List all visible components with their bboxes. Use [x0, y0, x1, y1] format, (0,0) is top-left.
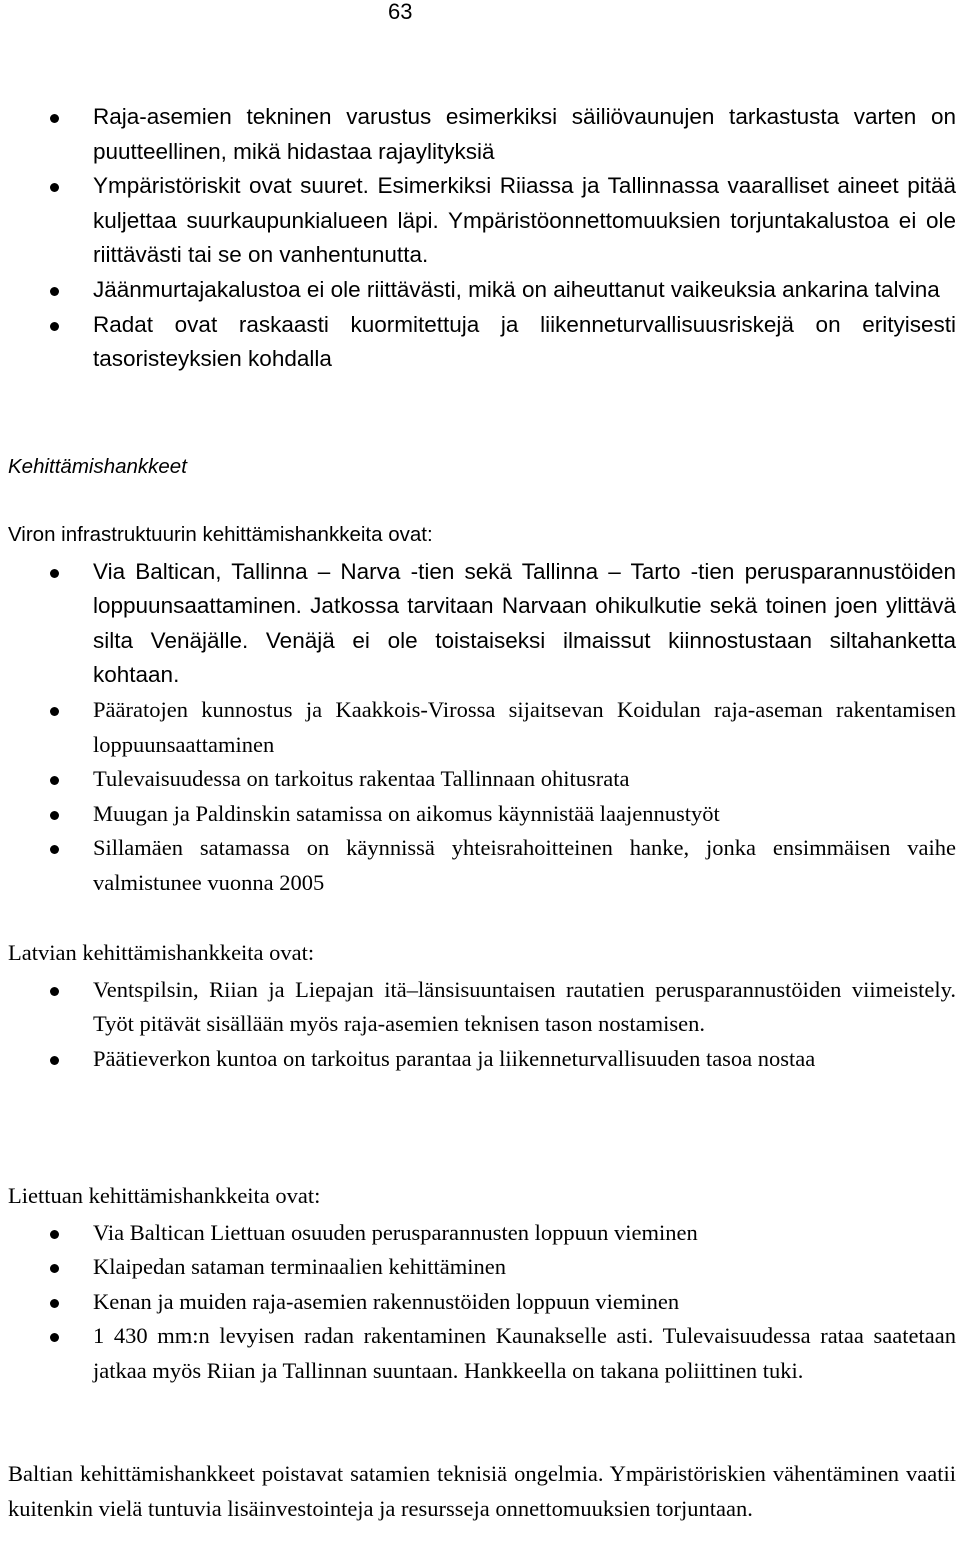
latvia-heading: Latvian kehittämishankkeita ovat: [8, 940, 315, 965]
page-number: 63 [388, 0, 413, 24]
bullet-icon [50, 987, 59, 996]
list-item: Jäänmurtajakalustoa ei ole riittävästi, mikä on aiheuttanut vaikeuksia ankarina talvina [8, 273, 956, 308]
bullet-icon [50, 183, 59, 192]
list-item: Pääratojen kunnostus ja Kaakkois-Virossa sijaitsevan Koidulan raja-aseman rakentamisen loppuunsaattaminen [8, 693, 956, 762]
list-item: Kenan ja muiden raja-asemien rakennustöiden loppuun vieminen [8, 1285, 956, 1320]
bullet-icon [50, 1299, 59, 1308]
bullet-icon [50, 569, 59, 578]
estonia-heading: Viron infrastruktuurin kehittämishankkeita ovat: [8, 523, 433, 546]
closing-paragraph: Baltian kehittämishankkeet poistavat satamien teknisiä ongelmia. Ympäristöriskien vähentäminen vaatii kuitenkin vielä tuntuvia lisäinvestointeja ja resursseja onnettomuuksien torjuntaan. [8, 1461, 956, 1521]
list-item: Päätieverkon kuntoa on tarkoitus parantaa ja liikenneturvallisuuden tasoa nostaa [8, 1042, 956, 1077]
list-item: Ympäristöriskit ovat suuret. Esimerkiksi Riiassa ja Tallinnassa vaaralliset aineet pitää kuljettaa suurkaupunkialueen läpi. Ympäristöonnettomuuksien torjuntakalustoa ei ole riittävästi tai se on vanhentunutta. [8, 169, 956, 273]
bullet-icon [50, 1333, 59, 1342]
list-item: 1 430 mm:n levyisen radan rakentaminen Kaunakselle asti. Tulevaisuudessa rataa saatetaan jatkaa myös Riian ja Tallinnan suuntaan. Hankkeella on takana poliittinen tuki. [8, 1319, 956, 1388]
section-heading: Kehittämishankkeet [8, 455, 187, 478]
bullet-icon [50, 1264, 59, 1273]
bullet-icon [50, 1056, 59, 1065]
bullet-icon [50, 287, 59, 296]
bullet-icon [50, 811, 59, 820]
list-item: Radat ovat raskaasti kuormitettuja ja liikenneturvallisuusriskejä on erityisesti tasoristeyksien kohdalla [8, 308, 956, 377]
list-item: Via Baltican, Tallinna – Narva -tien sekä Tallinna – Tarto -tien perusparannustöiden loppuunsaattaminen. Jatkossa tarvitaan Narvaan ohikulkutie sekä toinen joen ylittävä silta Venäjälle. Venäjä ei ole toistaiseksi ilmaissut kiinnostustaan siltahanketta kohtaan. [8, 555, 956, 693]
list-item: Tulevaisuudessa on tarkoitus rakentaa Tallinnaan ohitusrata [8, 762, 956, 797]
bullet-icon [50, 114, 59, 123]
latvia-section [8, 936, 956, 1076]
list-item: Raja-asemien tekninen varustus esimerkiksi säiliövaunujen tarkastusta varten on puutteellinen, mikä hidastaa rajaylityksiä [8, 100, 956, 169]
bullet-icon [50, 845, 59, 854]
list-item: Muugan ja Paldinskin satamissa on aikomus käynnistää laajennustyöt [8, 797, 956, 832]
bullet-icon [50, 776, 59, 785]
bullet-icon [50, 1230, 59, 1239]
intro-bullet-list [8, 100, 956, 377]
lithuania-section [8, 1179, 956, 1389]
list-item: Sillamäen satamassa on käynnissä yhteisrahoitteinen hanke, jonka ensimmäisen vaihe valmistunee vuonna 2005 [8, 831, 956, 900]
list-item: Ventspilsin, Riian ja Liepajan itä–länsisuuntaisen rautatien perusparannustöiden viimeistely. Työt pitävät sisällään myös raja-asemien teknisen tason nostamisen. [8, 973, 956, 1042]
lithuania-heading: Liettuan kehittämishankkeita ovat: [8, 1183, 321, 1208]
estonia-section [8, 518, 956, 901]
bullet-icon [50, 707, 59, 716]
list-item: Via Baltican Liettuan osuuden perusparannusten loppuun vieminen [8, 1216, 956, 1251]
bullet-icon [50, 322, 59, 331]
list-item: Klaipedan sataman terminaalien kehittäminen [8, 1250, 956, 1285]
